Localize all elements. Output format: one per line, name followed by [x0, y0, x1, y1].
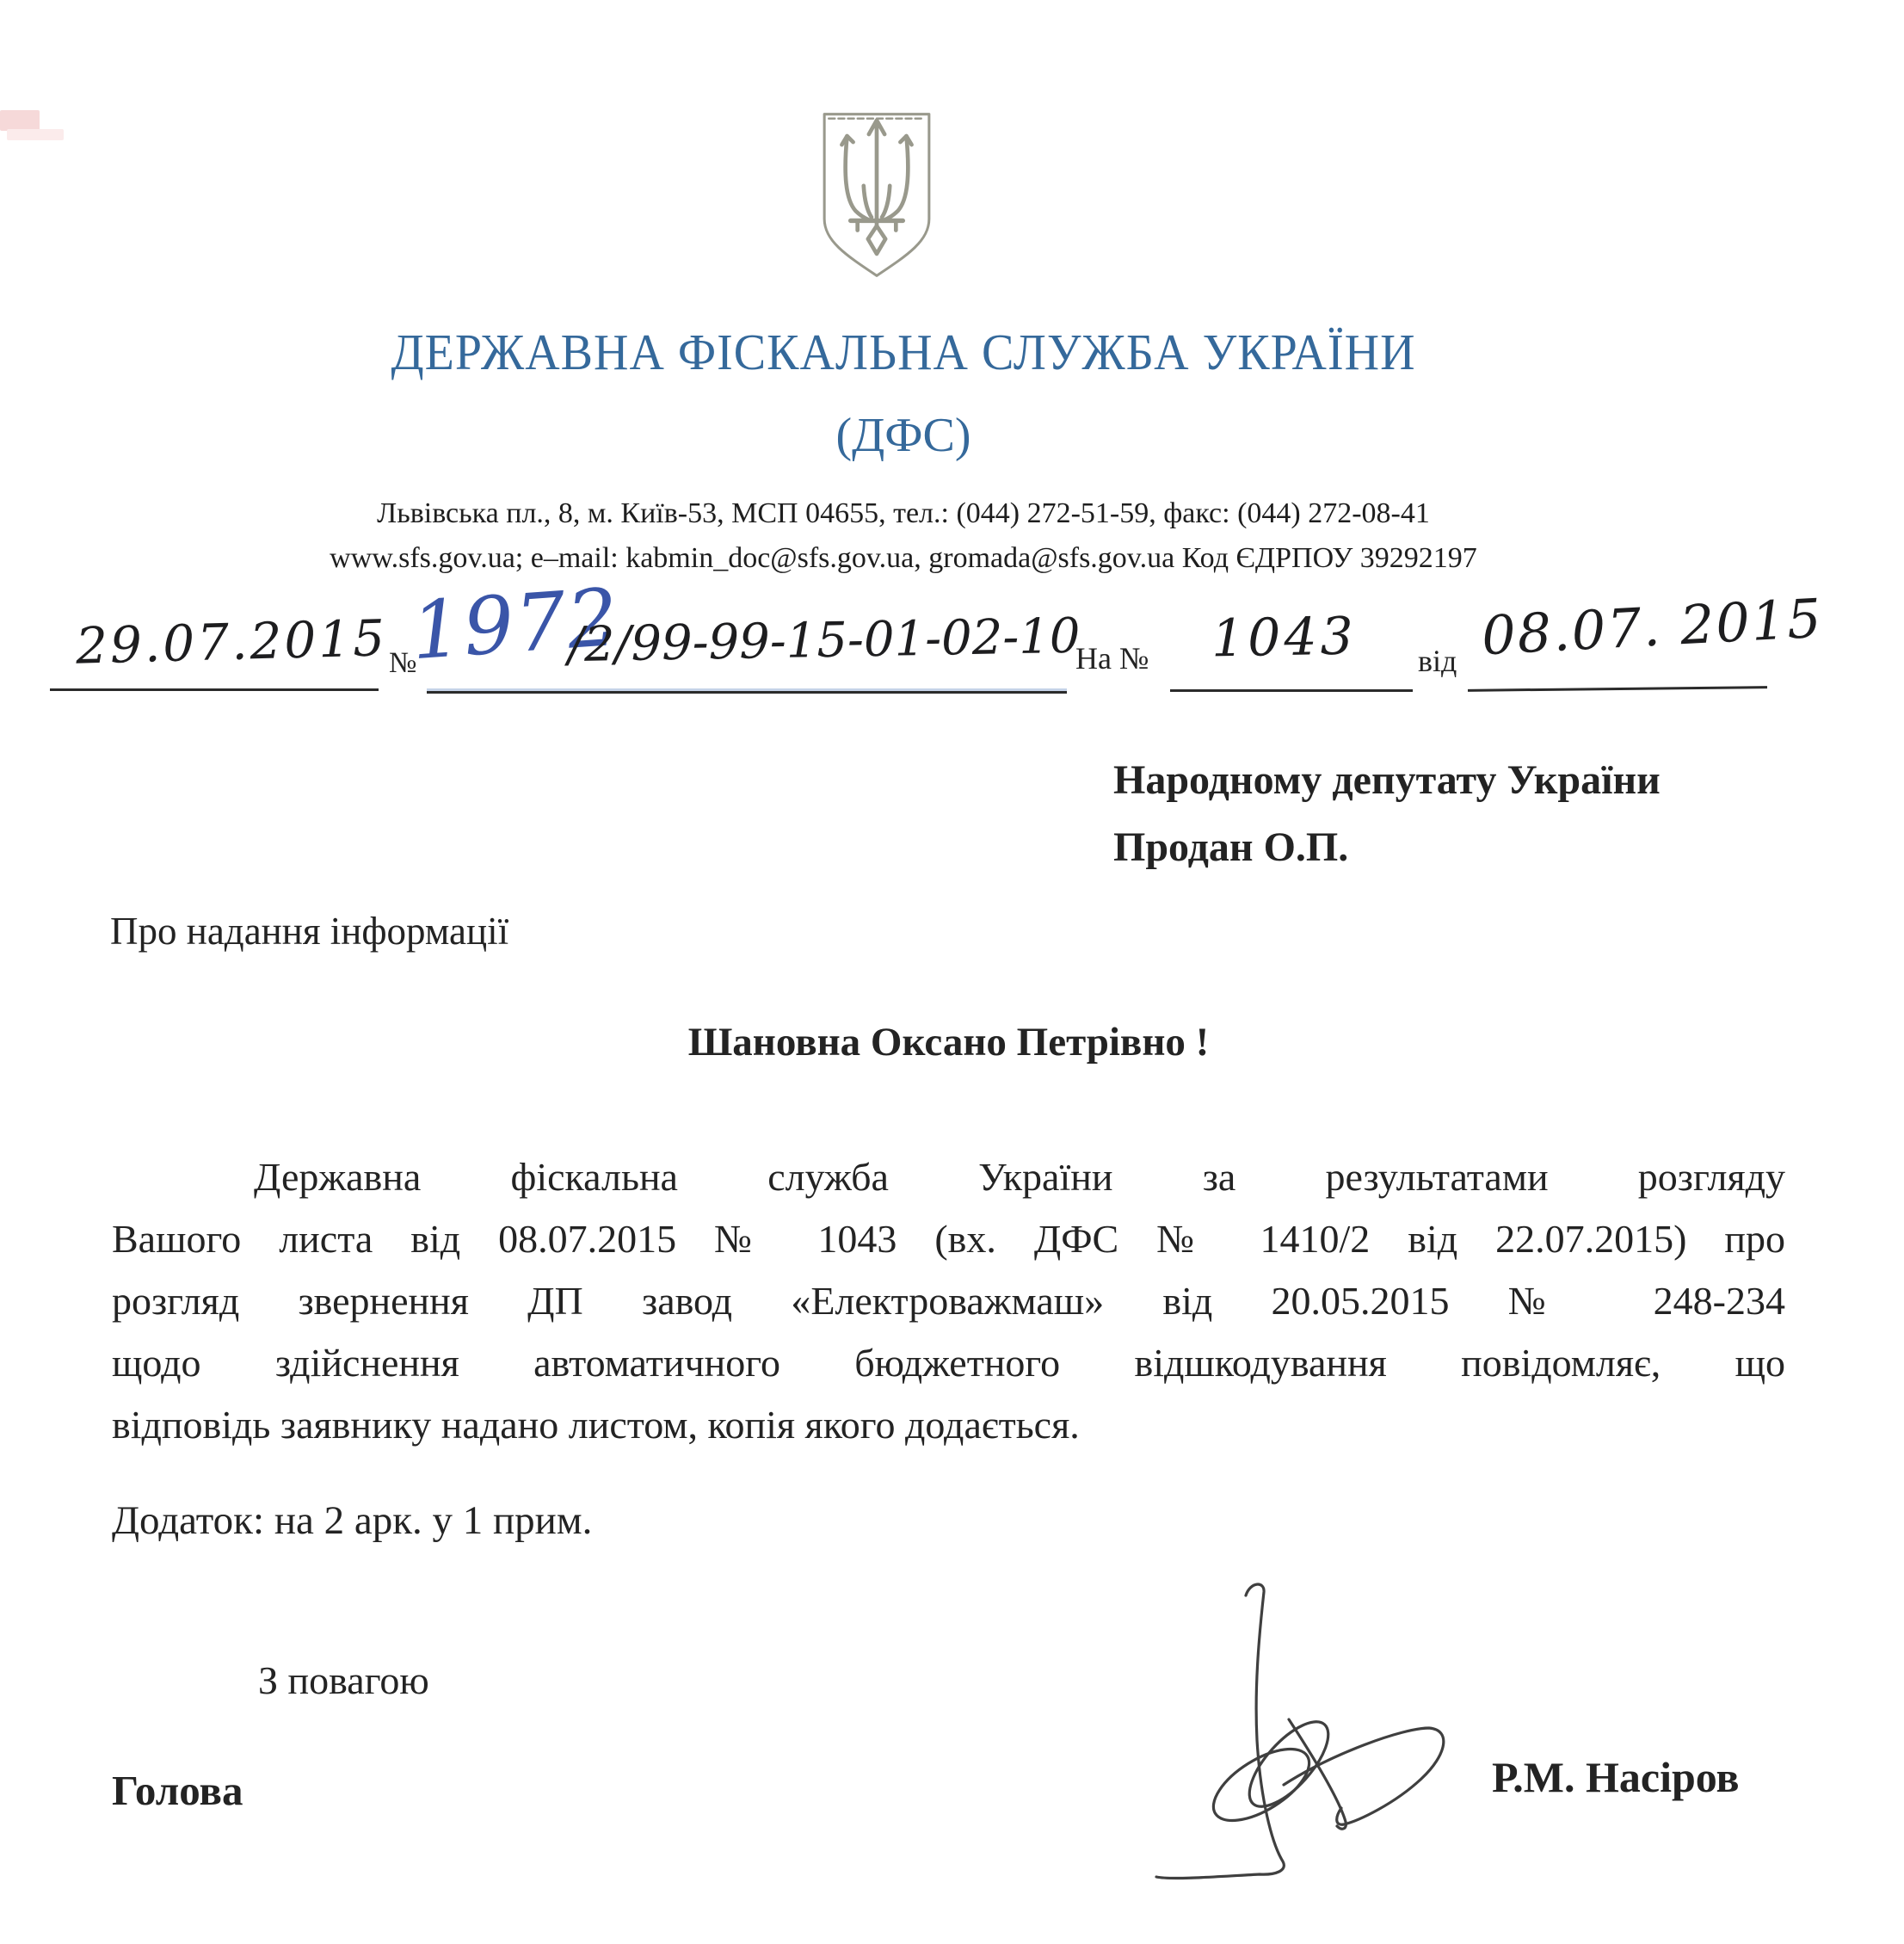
body-line: Вашого листа від 08.07.2015 № 1043 (вх. ДФС № 1410/2 від 22.07.2015) про — [112, 1217, 1785, 1261]
reference-underline — [1170, 689, 1413, 692]
incoming-number-label: На № — [1075, 641, 1149, 676]
outgoing-number-handwritten-blue: 1972 — [408, 571, 623, 678]
body-line: Державна фіскальна служба України за результатами розгляду — [254, 1155, 1785, 1199]
recipient-block — [1113, 747, 1661, 881]
number-sign-label: № — [389, 647, 417, 679]
scan-artifact-mark — [7, 129, 64, 140]
org-abbreviation: (ДФС) — [835, 409, 971, 462]
reference-underline — [1468, 686, 1767, 692]
signer-name: Р.М. Насіров — [1492, 1753, 1740, 1801]
body-paragraph — [112, 1146, 1785, 1456]
outgoing-number-handwritten: /2/99-99-15-01-02-10 — [567, 608, 1081, 674]
recipient-line: Народному депутату України — [1113, 757, 1661, 803]
attachment-note: Додаток: на 2 арк. у 1 прим. — [112, 1498, 593, 1543]
org-name-title: ДЕРЖАВНА ФІСКАЛЬНА СЛУЖБА УКРАЇНИ — [391, 324, 1416, 381]
body-line: розгляд звернення ДП завод «Електроважмаш» від 20.05.2015 № 248-234 — [112, 1279, 1785, 1323]
outgoing-date-handwritten: 29.07.2015 — [75, 608, 388, 676]
org-contact-line: www.sfs.gov.ua; e–mail: kabmin_doc@sfs.gov.ua, gromada@sfs.gov.ua Код ЄДРПОУ 39292197 — [330, 542, 1477, 574]
org-address-line: Львівська пл., 8, м. Київ-53, МСП 04655, тел.: (044) 272-51-59, факс: (044) 272-08-41 — [377, 497, 1430, 529]
recipient-line: Продан О.П. — [1113, 824, 1349, 870]
subject-line: Про надання інформації — [110, 910, 509, 953]
closing-phrase: З повагою — [258, 1658, 429, 1702]
reference-underline — [427, 691, 1067, 694]
incoming-date-label: від — [1418, 644, 1457, 678]
incoming-number-handwritten: 1043 — [1211, 606, 1358, 670]
salutation: Шановна Оксано Петрівно ! — [687, 1020, 1210, 1065]
body-line: щодо здійснення автоматичного бюджетного відшкодування повідомляє, що — [112, 1341, 1785, 1385]
signer-title: Голова — [112, 1767, 243, 1814]
body-line: відповідь заявнику надано листом, копія якого додається. — [112, 1403, 1080, 1447]
reference-underline — [50, 688, 379, 691]
handwritten-signature — [1144, 1559, 1592, 1912]
ukrainian-trident-emblem-icon — [816, 105, 938, 284]
incoming-date-handwritten: 08.07. 2015 — [1480, 586, 1825, 668]
scan-artifact-mark — [0, 110, 40, 131]
